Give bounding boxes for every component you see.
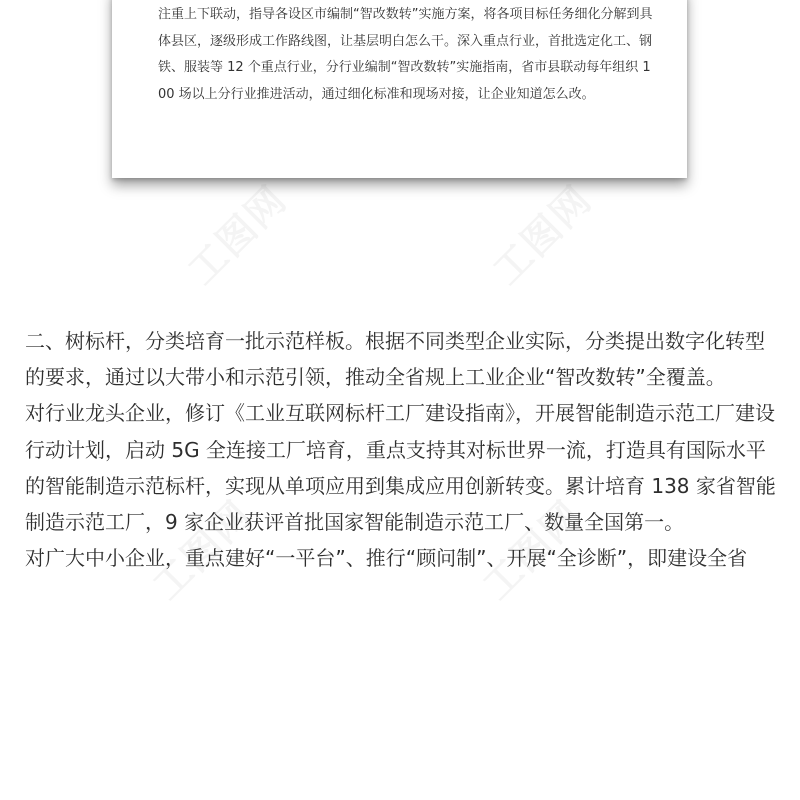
watermark: 工图网 <box>484 176 601 293</box>
watermark: 工图网 <box>144 491 261 608</box>
main-body <box>25 323 777 576</box>
body-paragraph: 对行业龙头企业，修订《工业互联网标杆工厂建设指南》，开展智能制造示范工厂建设行动计划，启动 5G 全连接工厂培育，重点支持其对标世界一流，打造具有国际水平的智能制造示范标杆，实现从单项应用到集成应用创新转变。累计培育 138 家省智能制造示范工厂，9 家企业获评首批国家智能制造示范工厂、数量全国第一。 <box>25 401 776 535</box>
document-card <box>112 0 687 178</box>
watermark: 工图网 <box>179 176 296 293</box>
watermark: 工图网 <box>474 491 591 608</box>
body-paragraph: 对广大中小企业，重点建好“一平台”、推行“顾问制”、开展“全诊断”，即建设全省 <box>25 546 748 571</box>
body-paragraph: 二、树标杆，分类培育一批示范样板。根据不同类型企业实际，分类提出数字化转型的要求，通过以大带小和示范引领，推动全省规上工业企业“智改数转”全覆盖。 <box>25 329 765 390</box>
card-paragraph: 注重上下联动，指导各设区市编制“智改数转”实施方案，将各项目标任务细化分解到具体县区，逐级形成工作路线图，让基层明白怎么干。深入重点行业，首批选定化工、钢铁、服装等 12 个重点行业，分行业编制“智改数转”实施指南，省市县联动每年组织 100 场以上分行业推进活动，通过细化标准和现场对接，让企业知道怎么改。 <box>158 7 653 102</box>
